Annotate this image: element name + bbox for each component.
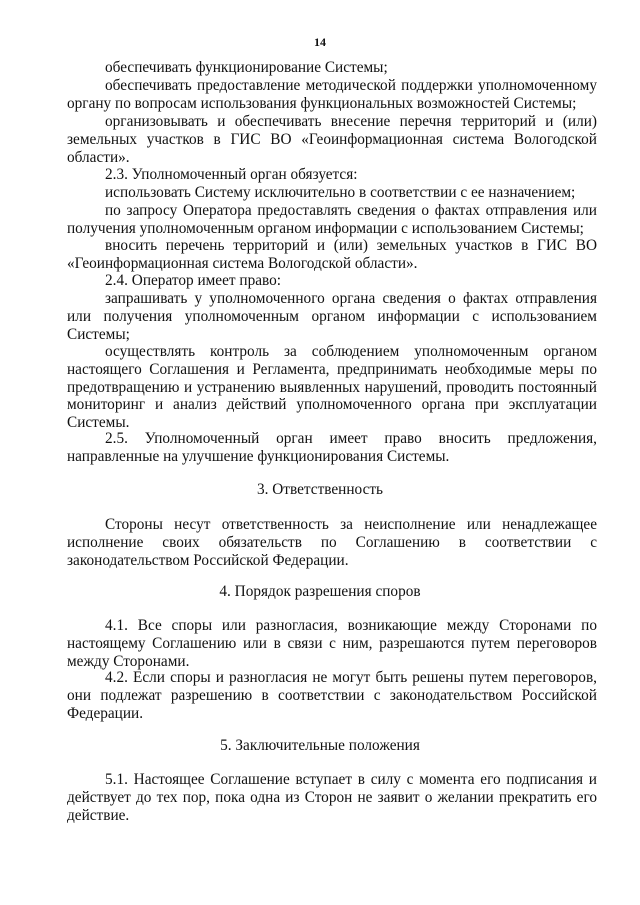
paragraph: вносить перечень территорий и (или) земельных участков в ГИС ВО «Геоинформационная система Вологодской области».	[67, 237, 597, 272]
paragraph: 4.2. Если споры и разногласия не могут быть решены путем переговоров, они подлежат разрешению в соответствии с законодательством Российской Федерации.	[67, 669, 597, 722]
paragraph: Стороны несут ответственность за неисполнение или ненадлежащее исполнение своих обязательств по Соглашению в соответствии с законодательством Российской Федерации.	[67, 516, 597, 569]
paragraph: 2.5. Уполномоченный орган имеет право вносить предложения, направленные на улучшение функционирования Системы.	[67, 430, 597, 465]
paragraph: по запросу Оператора предоставлять сведения о фактах отправления или получения уполномоченным органом информации с использованием Системы;	[67, 202, 597, 237]
paragraph: запрашивать у уполномоченного органа сведения о фактах отправления или получения уполномоченным органом информации с использованием Системы;	[67, 290, 597, 343]
paragraph: 2.4. Оператор имеет право:	[105, 272, 282, 289]
paragraph: организовывать и обеспечивать внесение перечня территорий и (или) земельных участков в ГИС ВО «Геоинформационная система Вологодской области».	[67, 113, 597, 166]
paragraph: обеспечивать функционирование Системы;	[105, 59, 388, 76]
section-heading: 5. Заключительные положения	[220, 737, 420, 754]
paragraph: обеспечивать предоставление методической поддержки уполномоченному органу по вопросам использования функциональных возможностей Системы;	[67, 77, 597, 112]
paragraph: 2.3. Уполномоченный орган обязуется:	[105, 166, 358, 183]
paragraph: использовать Систему исключительно в соответствии с ее назначением;	[105, 184, 576, 201]
paragraph: 5.1. Настоящее Соглашение вступает в силу с момента его подписания и действует до тех пор, пока одна из Сторон не заявит о желании прекратить его действие.	[67, 771, 597, 824]
section-heading: 4. Порядок разрешения споров	[219, 583, 421, 600]
section-heading: 3. Ответственность	[256, 481, 384, 498]
page-number: 14	[314, 35, 326, 49]
paragraph: осуществлять контроль за соблюдением уполномоченным органом настоящего Соглашения и Регламента, предпринимать необходимые меры по предотвращению и устранению выявленных нарушений, проводить постоянный мониторинг и анализ действий уполномоченного органа при эксплуатации Системы.	[67, 343, 597, 432]
paragraph: 4.1. Все споры или разногласия, возникающие между Сторонами по настоящему Соглашению или в связи с ним, разрешаются путем переговоров между Сторонами.	[67, 617, 597, 670]
